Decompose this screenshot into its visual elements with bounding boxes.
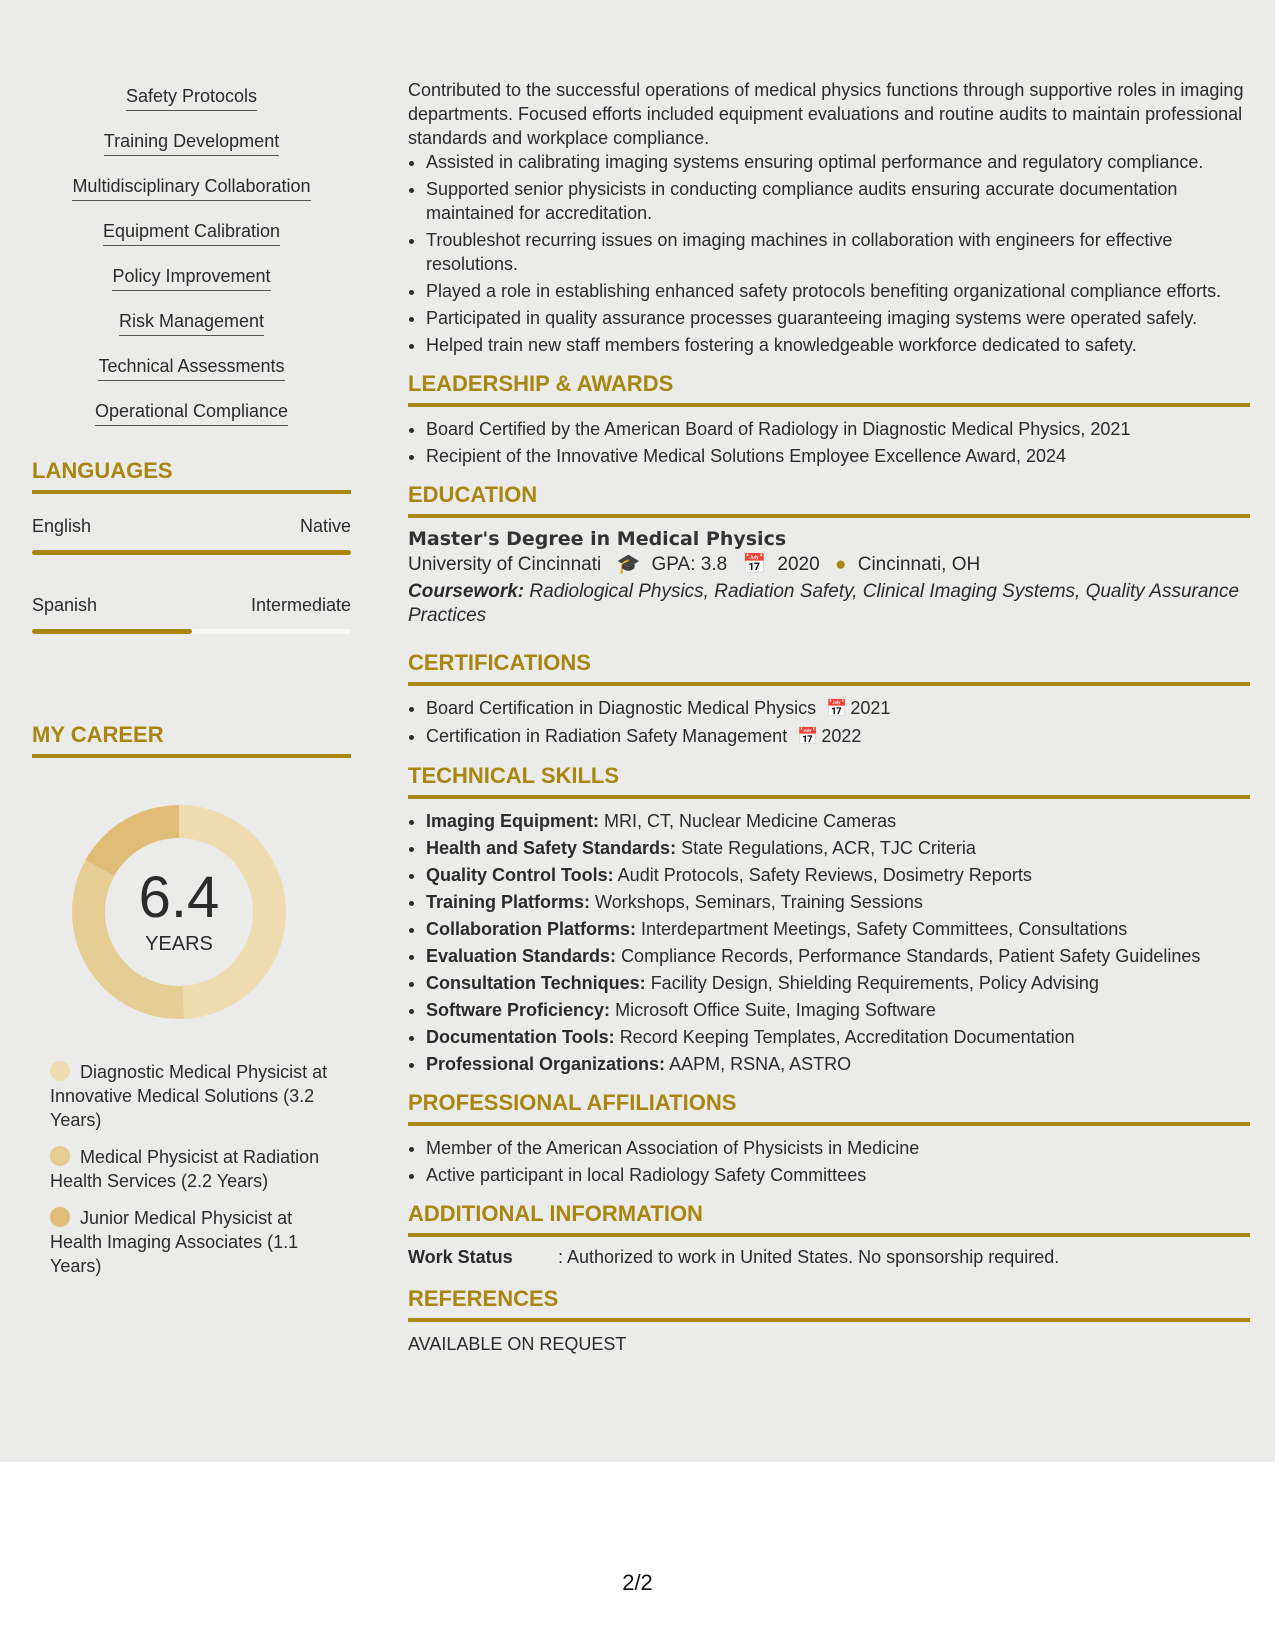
certifications-title: CERTIFICATIONS (408, 650, 1250, 686)
experience-bullet: • Participated in quality assurance processes guaranteeing imaging systems were operated safely. (426, 306, 1250, 330)
certification-name: Certification in Radiation Safety Management (426, 726, 788, 746)
technical-skill-item: • Health and Safety Standards: State Regulations, ACR, TJC Criteria (426, 836, 1250, 860)
leadership-item: • Recipient of the Innovative Medical Solutions Employee Excellence Award, 2024 (426, 444, 1250, 468)
technical-skills-title: TECHNICAL SKILLS (408, 763, 1250, 799)
technical-skill-item: • Training Platforms: Workshops, Seminars, Training Sessions (426, 890, 1250, 914)
certification-year: 2022 (821, 726, 862, 746)
graduation-year: 2020 (777, 554, 820, 575)
graduation-cap-icon: 🎓 (616, 554, 641, 575)
experience-bullet: • Helped train new staff members fostering a knowledgeable workforce dedicated to safety. (426, 333, 1250, 357)
skill-item (32, 266, 351, 311)
degree-title: Master's Degree in Medical Physics (408, 528, 787, 550)
career-role-label: Junior Medical Physicist at Health Imaging Associates (1.1 Years) (50, 1208, 299, 1276)
education-section (408, 482, 1250, 628)
page-number: 2/2 (622, 1570, 653, 1595)
technical-skills-section (408, 763, 1250, 1076)
language-spanish (32, 595, 351, 634)
language-level: Native (299, 516, 351, 536)
career-role-label: Diagnostic Medical Physicist at Innovative Medical Solutions (3.2 Years) (50, 1062, 328, 1130)
certification-name: Board Certification in Diagnostic Medical Physics (426, 698, 817, 718)
legend-dot (50, 1061, 70, 1081)
technical-skill-item: • Documentation Tools: Record Keeping Templates, Accreditation Documentation (426, 1025, 1250, 1049)
additional-info-title: ADDITIONAL INFORMATION (408, 1201, 1250, 1237)
skill-label: Operational Compliance (95, 401, 288, 426)
experience-bullets (408, 150, 1250, 357)
language-bar (32, 550, 351, 555)
skill-item (32, 356, 351, 401)
certifications-section (408, 650, 1250, 749)
leadership-section (408, 371, 1250, 468)
experience-bullet: • Played a role in establishing enhanced safety protocols benefiting organizational compliance efforts. (426, 279, 1250, 303)
affiliations-title: PROFESSIONAL AFFILIATIONS (408, 1090, 1250, 1126)
calendar-icon: 📅 (826, 699, 848, 718)
language-name: English (32, 516, 92, 536)
skill-label: Multidisciplinary Collaboration (72, 176, 310, 201)
language-bar (32, 629, 351, 634)
technical-skill-item: • Collaboration Platforms: Interdepartment Meetings, Safety Committees, Consultations (426, 917, 1250, 941)
experience-bullet: • Troubleshot recurring issues on imaging machines in collaboration with engineers for effective resolutions. (426, 228, 1250, 276)
affiliation-item: • Member of the American Association of Physicists in Medicine (426, 1136, 1250, 1160)
school-name: University of Cincinnati (408, 554, 602, 575)
references-text: AVAILABLE ON REQUEST (408, 1334, 627, 1354)
references-section (408, 1286, 1250, 1356)
technical-skill-item: • Professional Organizations: AAPM, RSNA, ASTRO (426, 1052, 1250, 1076)
gpa: GPA: 3.8 (651, 554, 728, 575)
experience-bullet: • Assisted in calibrating imaging systems ensuring optimal performance and regulatory compliance. (426, 150, 1250, 174)
coursework (408, 580, 1250, 628)
work-status-label: Work Status (408, 1247, 513, 1267)
skills-list (32, 86, 351, 446)
skill-label: Policy Improvement (112, 266, 270, 291)
language-level: Intermediate (250, 595, 351, 615)
career-legend-item (50, 1206, 335, 1278)
experience-bullet: • Supported senior physicists in conducting compliance audits ensuring accurate documentation maintained for accreditation. (426, 177, 1250, 225)
education-location: Cincinnati, OH (857, 554, 981, 575)
career-legend-item (50, 1060, 335, 1132)
leadership-title: LEADERSHIP & AWARDS (408, 371, 1250, 407)
skill-label: Safety Protocols (126, 86, 257, 111)
language-english (32, 516, 351, 555)
career-title: MY CAREER (32, 722, 351, 758)
skill-item (32, 311, 351, 356)
right-column (408, 78, 1250, 1356)
certification-item (426, 696, 1250, 721)
work-status (408, 1247, 1250, 1268)
work-status-value: : Authorized to work in United States. No sponsorship required. (558, 1247, 1060, 1267)
leadership-item: • Board Certified by the American Board of Radiology in Diagnostic Medical Physics, 2021 (426, 417, 1250, 441)
technical-skills-list (408, 809, 1250, 1076)
skill-item (32, 131, 351, 176)
skill-label: Risk Management (119, 311, 264, 336)
technical-skill-item: • Consultation Techniques: Facility Design, Shielding Requirements, Policy Advising (426, 971, 1250, 995)
coursework-label: Coursework: (408, 581, 525, 602)
career-legend (50, 1060, 335, 1291)
career-section (32, 722, 351, 758)
language-bar-fill (32, 629, 192, 634)
skill-label: Technical Assessments (98, 356, 284, 381)
certification-year: 2021 (850, 698, 891, 718)
languages-title: LANGUAGES (32, 458, 351, 494)
career-donut-chart (67, 800, 291, 1024)
additional-info-section (408, 1201, 1250, 1268)
skill-label: Training Development (104, 131, 279, 156)
references-title: REFERENCES (408, 1286, 1250, 1322)
technical-skill-item: • Quality Control Tools: Audit Protocols, Safety Reviews, Dosimetry Reports (426, 863, 1250, 887)
skill-item (32, 401, 351, 446)
skill-item (32, 221, 351, 266)
left-column (32, 86, 351, 1276)
language-bar-fill (32, 550, 351, 555)
affiliations-section (408, 1090, 1250, 1187)
technical-skill-item: • Evaluation Standards: Compliance Records, Performance Standards, Patient Safety Guidelines (426, 944, 1250, 968)
calendar-icon: 📅 (742, 554, 767, 575)
skill-item (32, 176, 351, 221)
skill-item (32, 86, 351, 131)
education-title: EDUCATION (408, 482, 1250, 518)
affiliation-item: • Active participant in local Radiology Safety Committees (426, 1163, 1250, 1187)
legend-dot (50, 1146, 70, 1166)
technical-skill-item: • Software Proficiency: Microsoft Office Suite, Imaging Software (426, 998, 1250, 1022)
language-name: Spanish (32, 595, 98, 615)
languages-section (32, 458, 351, 634)
certification-item (426, 724, 1250, 749)
career-total-years: 6.4 (138, 864, 220, 930)
skill-label: Equipment Calibration (103, 221, 280, 246)
career-role-label: Medical Physicist at Radiation Health Services (2.2 Years) (50, 1147, 320, 1191)
experience-summary: Contributed to the successful operations of medical physics functions through supportive roles in imaging departments. Focused efforts included equipment evaluations and routine audits to maintain professional standards and workplace compliance. (408, 80, 1244, 148)
career-total-unit: YEARS (145, 932, 213, 955)
education-details (408, 550, 1250, 580)
coursework-list: Radiological Physics, Radiation Safety, Clinical Imaging Systems, Quality Assurance Practices (408, 581, 1240, 626)
map-pin-icon: ● (834, 554, 847, 575)
career-legend-item (50, 1145, 335, 1193)
legend-dot (50, 1207, 70, 1227)
calendar-icon: 📅 (797, 727, 819, 746)
technical-skill-item: • Imaging Equipment: MRI, CT, Nuclear Medicine Cameras (426, 809, 1250, 833)
